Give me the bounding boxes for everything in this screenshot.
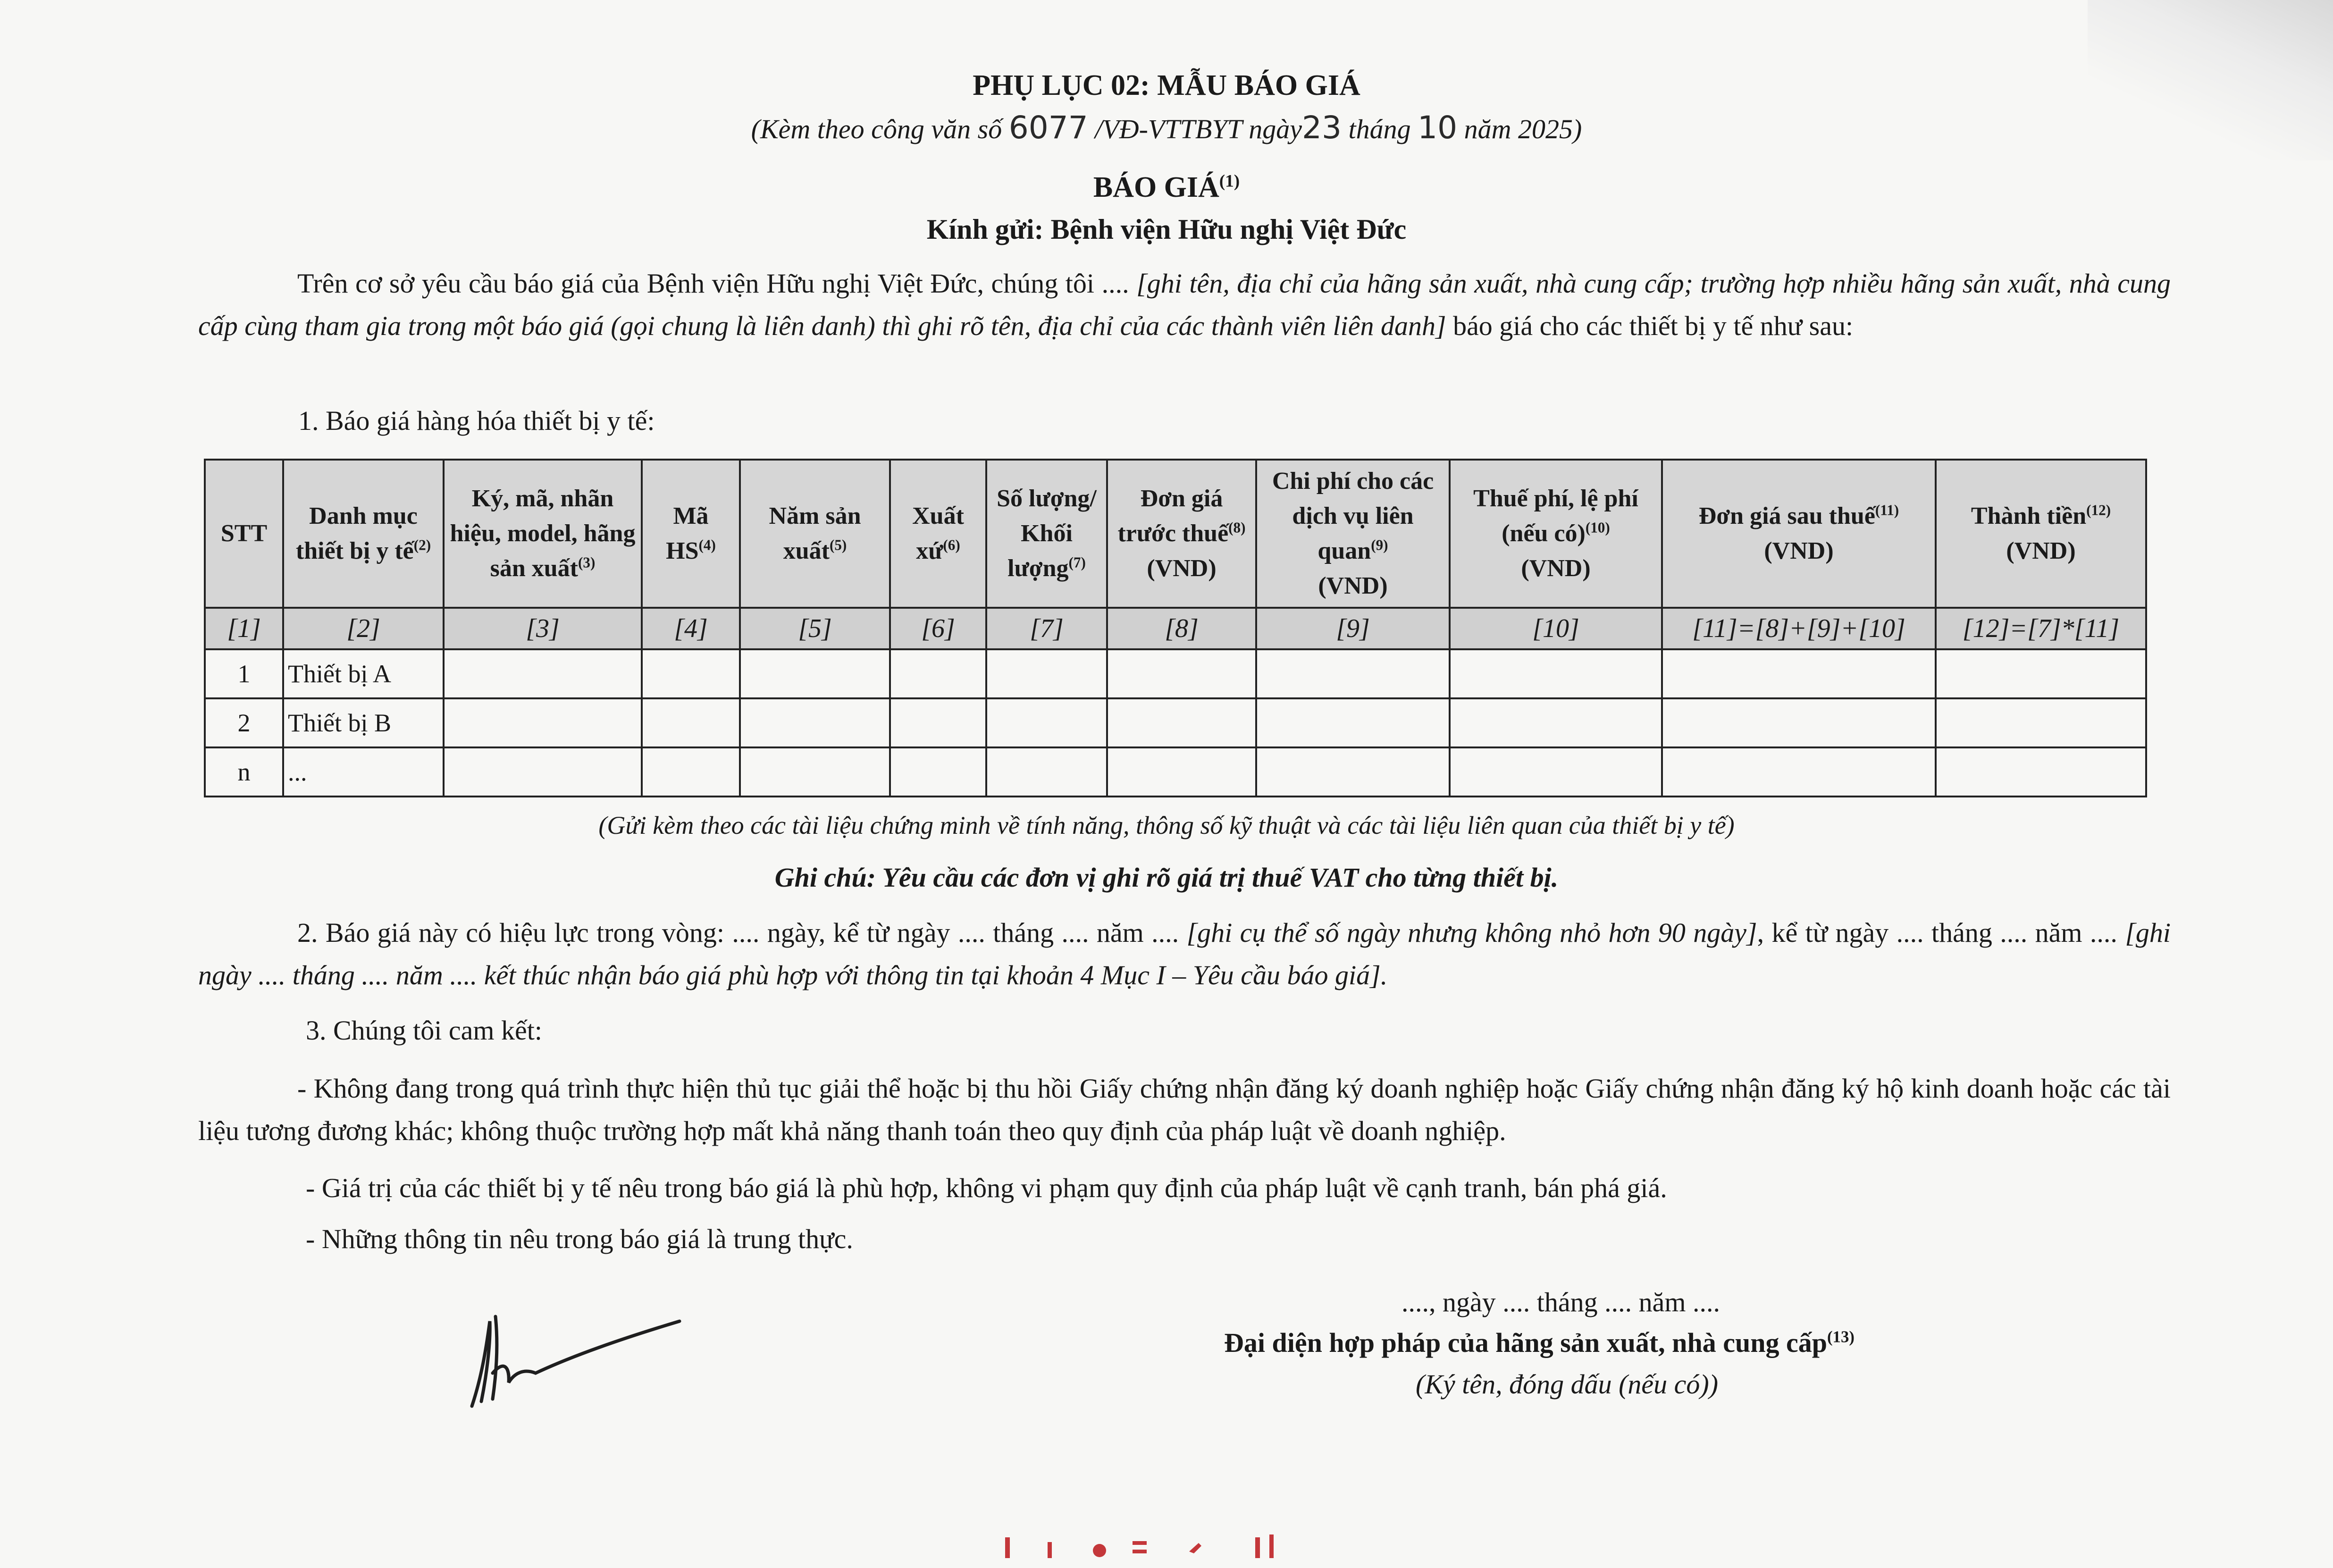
section-3-title: 3. Chúng tôi cam kết: <box>306 1015 542 1046</box>
handwritten-signature <box>453 1302 698 1416</box>
handwritten-day: 23 <box>1302 109 1342 146</box>
subtitle-middle: /VĐ-VTTBYT ngày <box>1095 114 1302 144</box>
header-origin: Xuất xứ$^{(6)}$ <box>890 460 986 608</box>
quote-heading-text: BÁO GIÁ <box>1093 171 1219 203</box>
index-cell: [3] <box>444 608 642 649</box>
quotation-table <box>204 459 2147 797</box>
header-unit-price-aftertax: Đơn giá sau thuế$^{(11)}$ (VND) <box>1662 460 1936 608</box>
recipient-line: Kính gửi: Bệnh viện Hữu nghị Việt Đức <box>926 214 1407 245</box>
index-cell: [7] <box>986 608 1107 649</box>
commitment-item: - Giá trị của các thiết bị y tế nêu trong báo giá là phù hợp, không vi phạm quy định của pháp luật về cạnh tranh, bán phá giá. <box>306 1173 1667 1203</box>
row-device-name: ... <box>283 747 444 797</box>
index-cell: [12]=[7]*[11] <box>1936 608 2146 649</box>
header-unit-price-pretax: Đơn giá trước thuế$^{(8)}$ (VND) <box>1107 460 1256 608</box>
row-device-name: Thiết bị B <box>283 698 444 747</box>
section-2-italic-end: [ghi ngày .... tháng .... năm .... kết thúc nhận báo giá phù hợp với thông tin tại khoản 4 Mục I – Yêu cầu báo giá]. <box>198 917 2171 990</box>
subtitle-prefix: (Kèm theo công văn số <box>751 114 1002 144</box>
row-stt: 1 <box>205 649 283 698</box>
table-header-row <box>205 460 2146 608</box>
handwritten-doc-number: 6077 <box>1008 109 1088 146</box>
vat-note: Ghi chú: Yêu cầu các đơn vị ghi rõ giá trị thuế VAT cho từng thiết bị. <box>774 862 1559 893</box>
header-hs-code: Mã HS$^{(4)}$ <box>642 460 740 608</box>
section-2-paragraph <box>198 912 2171 997</box>
row-stt: n <box>205 747 283 797</box>
header-total: Thành tiền$^{(12)}$ (VND) <box>1936 460 2146 608</box>
table-row <box>205 698 2146 747</box>
index-cell: [1] <box>205 608 283 649</box>
index-cell: [2] <box>283 608 444 649</box>
signature-role: Đại diện hợp pháp của hãng sản xuất, nhà cung cấp$^{(13)}$ <box>1224 1327 1855 1358</box>
commitment-item: - Không đang trong quá trình thực hiện thủ tục giải thể hoặc bị thu hồi Giấy chứng nhận đăng ký doanh nghiệp hoặc Giấy chứng nhận đăng ký hộ kinh doanh hoặc các tài liệu tương đương khác; không thuộc trường hợp mất khả năng thanh toán theo quy định của pháp luật về doanh nghiệp. <box>198 1073 2171 1146</box>
quote-heading-footnote: (1) <box>1219 171 1240 191</box>
signature-date: ...., ngày .... tháng .... năm .... <box>1401 1287 1720 1317</box>
table-row <box>205 649 2146 698</box>
index-cell: [6] <box>890 608 986 649</box>
header-model-manufacturer: Ký, mã, nhãn hiệu, model, hãng sản xuất$^{(3)}$ <box>444 460 642 608</box>
index-cell: [4] <box>642 608 740 649</box>
table-row <box>205 747 2146 797</box>
subtitle-year: năm 2025) <box>1464 114 1582 144</box>
intro-italic-instruction: [ghi tên, địa chỉ của hãng sản xuất, nhà cung cấp; trường hợp nhiều hãng sản xuất, nhà cung cấp cùng tham gia trong một báo giá (gọi chung là liên danh) thì ghi rõ tên, địa chỉ của các thành viên liên danh] <box>198 268 2171 341</box>
table-index-row <box>205 608 2146 649</box>
header-device-list: Danh mục thiết bị y tế$^{(2)}$ <box>283 460 444 608</box>
section-2-text: 2. Báo giá này có hiệu lực trong vòng: .... ngày, kể từ ngày .... tháng .... năm .... <box>297 917 1179 948</box>
row-device-name: Thiết bị A <box>283 649 444 698</box>
intro-paragraph <box>198 262 2171 347</box>
appendix-title: PHỤ LỤC 02: MẪU BÁO GIÁ <box>973 69 1360 101</box>
header-year: Năm sản xuất$^{(5)}$ <box>740 460 890 608</box>
header-tax-fees: Thuế phí, lệ phí (nếu có)$^{(10)}$ (VND) <box>1450 460 1662 608</box>
index-cell: [10] <box>1450 608 1662 649</box>
index-cell: [5] <box>740 608 890 649</box>
handwritten-month: 10 <box>1418 109 1458 146</box>
signature-instruction: (Ký tên, đóng dấu (nếu có)) <box>1416 1369 1719 1400</box>
attachment-note: (Gửi kèm theo các tài liệu chứng minh về tính năng, thông số kỹ thuật và các tài liệu liên quan của thiết bị y tế) <box>598 811 1735 839</box>
row-stt: 2 <box>205 698 283 747</box>
intro-text: Trên cơ sở yêu cầu báo giá của Bệnh viện Hữu nghị Việt Đức, chúng tôi .... <box>297 268 1129 299</box>
index-cell: [9] <box>1256 608 1450 649</box>
quote-heading <box>0 171 2333 204</box>
signature-role-footnote: (13) <box>1827 1327 1855 1346</box>
header-stt: STT <box>205 460 283 608</box>
intro-end: báo giá cho các thiết bị y tế như sau: <box>1453 310 1854 341</box>
commitment-item: - Những thông tin nêu trong báo giá là trung thực. <box>306 1224 853 1254</box>
partial-red-stamp-mark <box>991 1528 1293 1561</box>
header-quantity: Số lượng/ Khối lượng$^{(7)}$ <box>986 460 1107 608</box>
section-2-mid: , kể từ ngày .... tháng .... năm .... <box>1757 917 2117 948</box>
index-cell: [8] <box>1107 608 1256 649</box>
index-cell: [11]=[8]+[9]+[10] <box>1662 608 1936 649</box>
header-service-cost: Chi phí cho các dịch vụ liên quan$^{(9)}$ (VND) <box>1256 460 1450 608</box>
section-2-italic-days: [ghi cụ thể số ngày nhưng không nhỏ hơn 90 ngày] <box>1186 917 1757 948</box>
subtitle-month-word: tháng <box>1348 114 1411 144</box>
appendix-subtitle <box>0 109 2333 146</box>
section-1-title: 1. Báo giá hàng hóa thiết bị y tế: <box>298 405 655 436</box>
